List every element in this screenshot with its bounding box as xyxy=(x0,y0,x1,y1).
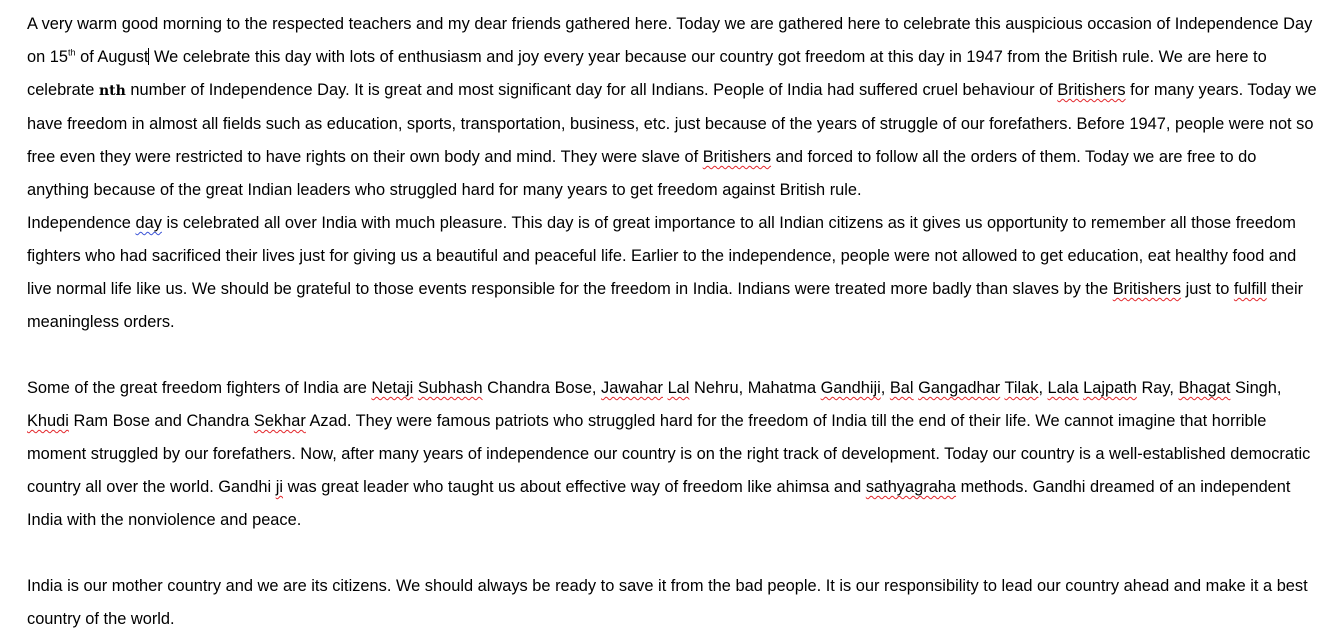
ordinal-superscript: th xyxy=(68,47,76,58)
spellcheck-word[interactable]: Tilak xyxy=(1004,379,1039,397)
empty-line xyxy=(27,537,1322,570)
paragraph-4 xyxy=(27,570,1322,636)
bold-word-nth: nth xyxy=(98,83,126,99)
paragraph-3-text: Some of the great freedom fighters of India are xyxy=(27,379,372,397)
spellcheck-word[interactable]: Lal xyxy=(667,379,690,397)
paragraph-2-text: Independence xyxy=(27,214,136,232)
spellcheck-word[interactable]: Bal xyxy=(889,379,914,397)
paragraph-3-text: Ray, xyxy=(1136,379,1179,397)
paragraph-3-text: methods. Gandhi dreamed of an independent India with the nonviolence and peace. xyxy=(27,478,1291,529)
paragraph-1 xyxy=(27,8,1322,207)
paragraph-3-text: was great leader who taught us about effective way of freedom like ahimsa and xyxy=(283,478,866,496)
spellcheck-word[interactable]: fulfill xyxy=(1233,280,1267,298)
paragraph-1-text: and forced to follow all the orders of them. Today we are free to do anything because of the great Indian leaders who struggled hard for many years to get freedom against British rule. xyxy=(27,148,1257,199)
paragraph-3-text: Singh, xyxy=(1230,379,1282,397)
paragraph-1-text: number of Independence Day. It is great and most significant day for all Indians. People of India had suffered cruel behaviour of xyxy=(125,81,1058,99)
paragraph-4-text: India is our mother country and we are its citizens. We should always be ready to save it from the bad people. It is our responsibility to lead our country ahead and make it a best country of the world. xyxy=(27,577,1308,628)
paragraph-2-text: is celebrated all over India with much pleasure. This day is of great importance to all Indian citizens as it gives us opportunity to remember all those freedom fighters who had sacrificed their lives just for giving us a beautiful and peaceful life. Earlier to the independence, people were not allowed to get education, eat healthy food and live normal life like us. We should be grateful to those events responsible for the freedom in India. Indians were treated more badly than slaves by the xyxy=(27,214,1297,298)
spellcheck-word[interactable]: Britishers xyxy=(702,148,772,166)
spellcheck-word[interactable]: Subhash xyxy=(417,379,483,397)
paragraph-3 xyxy=(27,372,1322,537)
spellcheck-word[interactable]: sathyagraha xyxy=(865,478,957,496)
paragraph-1-text: We celebrate this day with lots of enthusiasm and joy every year because our country got freedom at this day in 1947 from the British rule. We are here to celebrate xyxy=(27,48,1267,99)
paragraph-3-text: , xyxy=(1038,379,1048,397)
spellcheck-word[interactable]: Britishers xyxy=(1057,81,1126,99)
spellcheck-word[interactable]: Britishers xyxy=(1112,280,1182,298)
paragraph-3-text: , xyxy=(880,379,890,397)
paragraph-3-text: Ram Bose and Chandra xyxy=(68,412,254,430)
spellcheck-word[interactable]: Lala xyxy=(1047,379,1079,397)
paragraph-1-text: for many years. Today we have freedom in almost all fields such as education, sports, transportation, business, etc. just because of the years of struggle of our forefathers. Before 1947, people were not so free even they were restricted to have rights on their own body and mind. They were slave of xyxy=(27,81,1317,166)
paragraph-1-text: A very warm good morning to the respected teachers and my dear friends gathered here. Today we are gathered here to celebrate this auspicious occasion of Independence Day on 15 xyxy=(27,15,1313,66)
spellcheck-word[interactable]: Bhagat xyxy=(1178,379,1231,397)
paragraph-1-text: of August xyxy=(75,48,149,66)
paragraph-2-text: just to xyxy=(1181,280,1234,298)
spellcheck-word[interactable]: Sekhar xyxy=(253,412,306,430)
spellcheck-word[interactable]: Netaji xyxy=(371,379,414,397)
paragraph-2-text: their meaningless orders. xyxy=(27,280,1304,331)
spellcheck-word[interactable]: Khudi xyxy=(27,412,69,430)
paragraph-2 xyxy=(27,207,1322,339)
paragraph-3-text: Azad. They were famous patriots who struggled hard for the freedom of India till the end of their life. We cannot imagine that horrible moment struggled by our forefathers. Now, after many years of independence our country is on the right track of development. Today our country is a well-established democratic country all over the world. Gandhi xyxy=(27,412,1311,496)
grammar-word[interactable]: day xyxy=(135,214,162,232)
empty-line xyxy=(27,339,1322,372)
paragraph-3-text: Nehru, Mahatma xyxy=(689,379,821,397)
spellcheck-word[interactable]: Lajpath xyxy=(1083,379,1137,397)
spellcheck-word[interactable]: ji xyxy=(275,478,284,496)
document-body[interactable] xyxy=(27,8,1322,636)
paragraph-3-text: Chandra Bose, xyxy=(482,379,602,397)
spellcheck-word[interactable]: Jawahar xyxy=(601,379,663,397)
spellcheck-word[interactable]: Gangadhar xyxy=(918,379,1001,397)
spellcheck-word[interactable]: Gandhiji xyxy=(820,379,881,397)
